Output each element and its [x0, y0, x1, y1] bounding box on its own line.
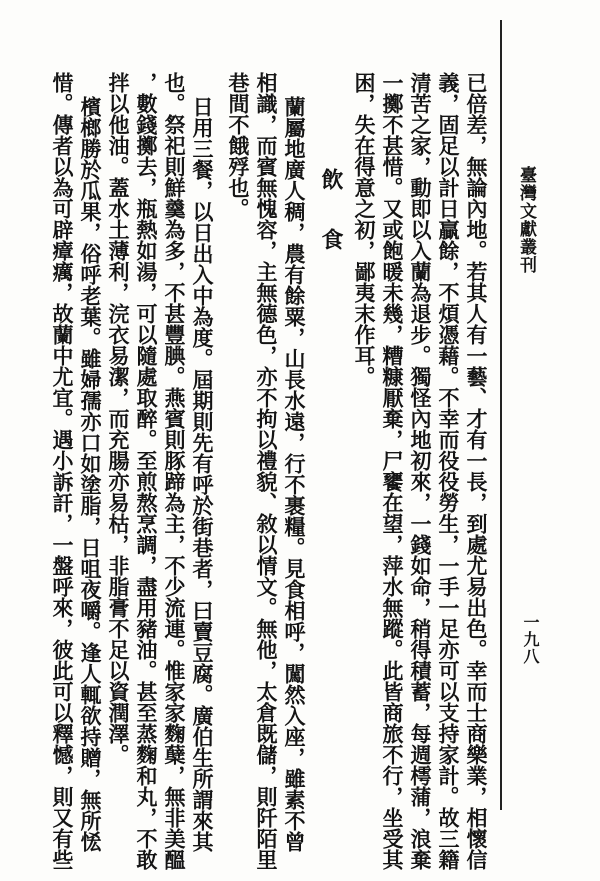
- text-column: 蘭屬地廣人稠，農有餘粟，山長水遠，行不裹糧。見食相呼，闖然入座，雖素不曾: [282, 96, 307, 852]
- text-column: 清苦之家，動即以入蘭為退步。獨怪內地初來，一錢如命，稍得積蓄，每週樗蒲，浪棄: [408, 72, 433, 870]
- text-column: 義，固足以計日贏餘，不煩憑藉。不幸而役役勞生，一手一足亦可以支持家計。故三籍: [436, 72, 461, 870]
- text-column: 拌以他油。蓋水土薄利，浣衣易潔，而充腸亦易枯，非脂膏不足以資潤澤。: [106, 72, 131, 765]
- text-column: 巷間不餓殍也。: [226, 72, 251, 219]
- text-column: ，數錢擲去，瓶熱如湯，可以隨處取醉。至煎熬烹調，盡用豬油。甚至蒸麴和丸，不敢: [134, 72, 159, 870]
- text-column: 一擲不甚惜。又或飽暖未幾，糟糠厭棄，尸饔在望，萍水無蹤。此皆商旅不行，坐受其: [380, 72, 405, 870]
- text-column: 已倍差，無論內地。若其人有一藝、才有一長，到處尤易出色。幸而士商樂業，相懷信: [464, 72, 489, 870]
- header-divider: [500, 20, 502, 810]
- section-heading: 飲 食: [318, 168, 344, 258]
- text-column: 相識，而賓無愧容，主無德色，亦不拘以禮貌、敘以情文。無他，太倉既儲，則阡陌里: [254, 72, 279, 870]
- page-number: 一九八: [521, 614, 540, 665]
- text-column: 惜。傳者以為可辟瘴癘，故蘭中尤宜。遇小訴訐，一盤呼來，彼此可以釋憾，則又有些: [50, 72, 75, 870]
- text-column: 日用三餐，以日出入中為度。屆期則先有呼於街巷者，曰賣豆腐。廣伯生所謂來其: [190, 96, 215, 852]
- running-header-title: 臺灣文獻叢刊: [516, 166, 536, 274]
- text-column: 檳榔勝於瓜果，俗呼老葉。雖婦孺亦口如塗脂，日咀夜嚼。逢人輒欲持贈，無所恡: [78, 96, 103, 852]
- text-column: 也。祭祀則鮮羹為多，不甚豐腆。燕賓則豚蹄為主，不少流連。惟家家麴蘖，無非美醞: [162, 72, 187, 870]
- text-column: 困，失在得意之初，鄙夷末作耳。: [352, 72, 377, 387]
